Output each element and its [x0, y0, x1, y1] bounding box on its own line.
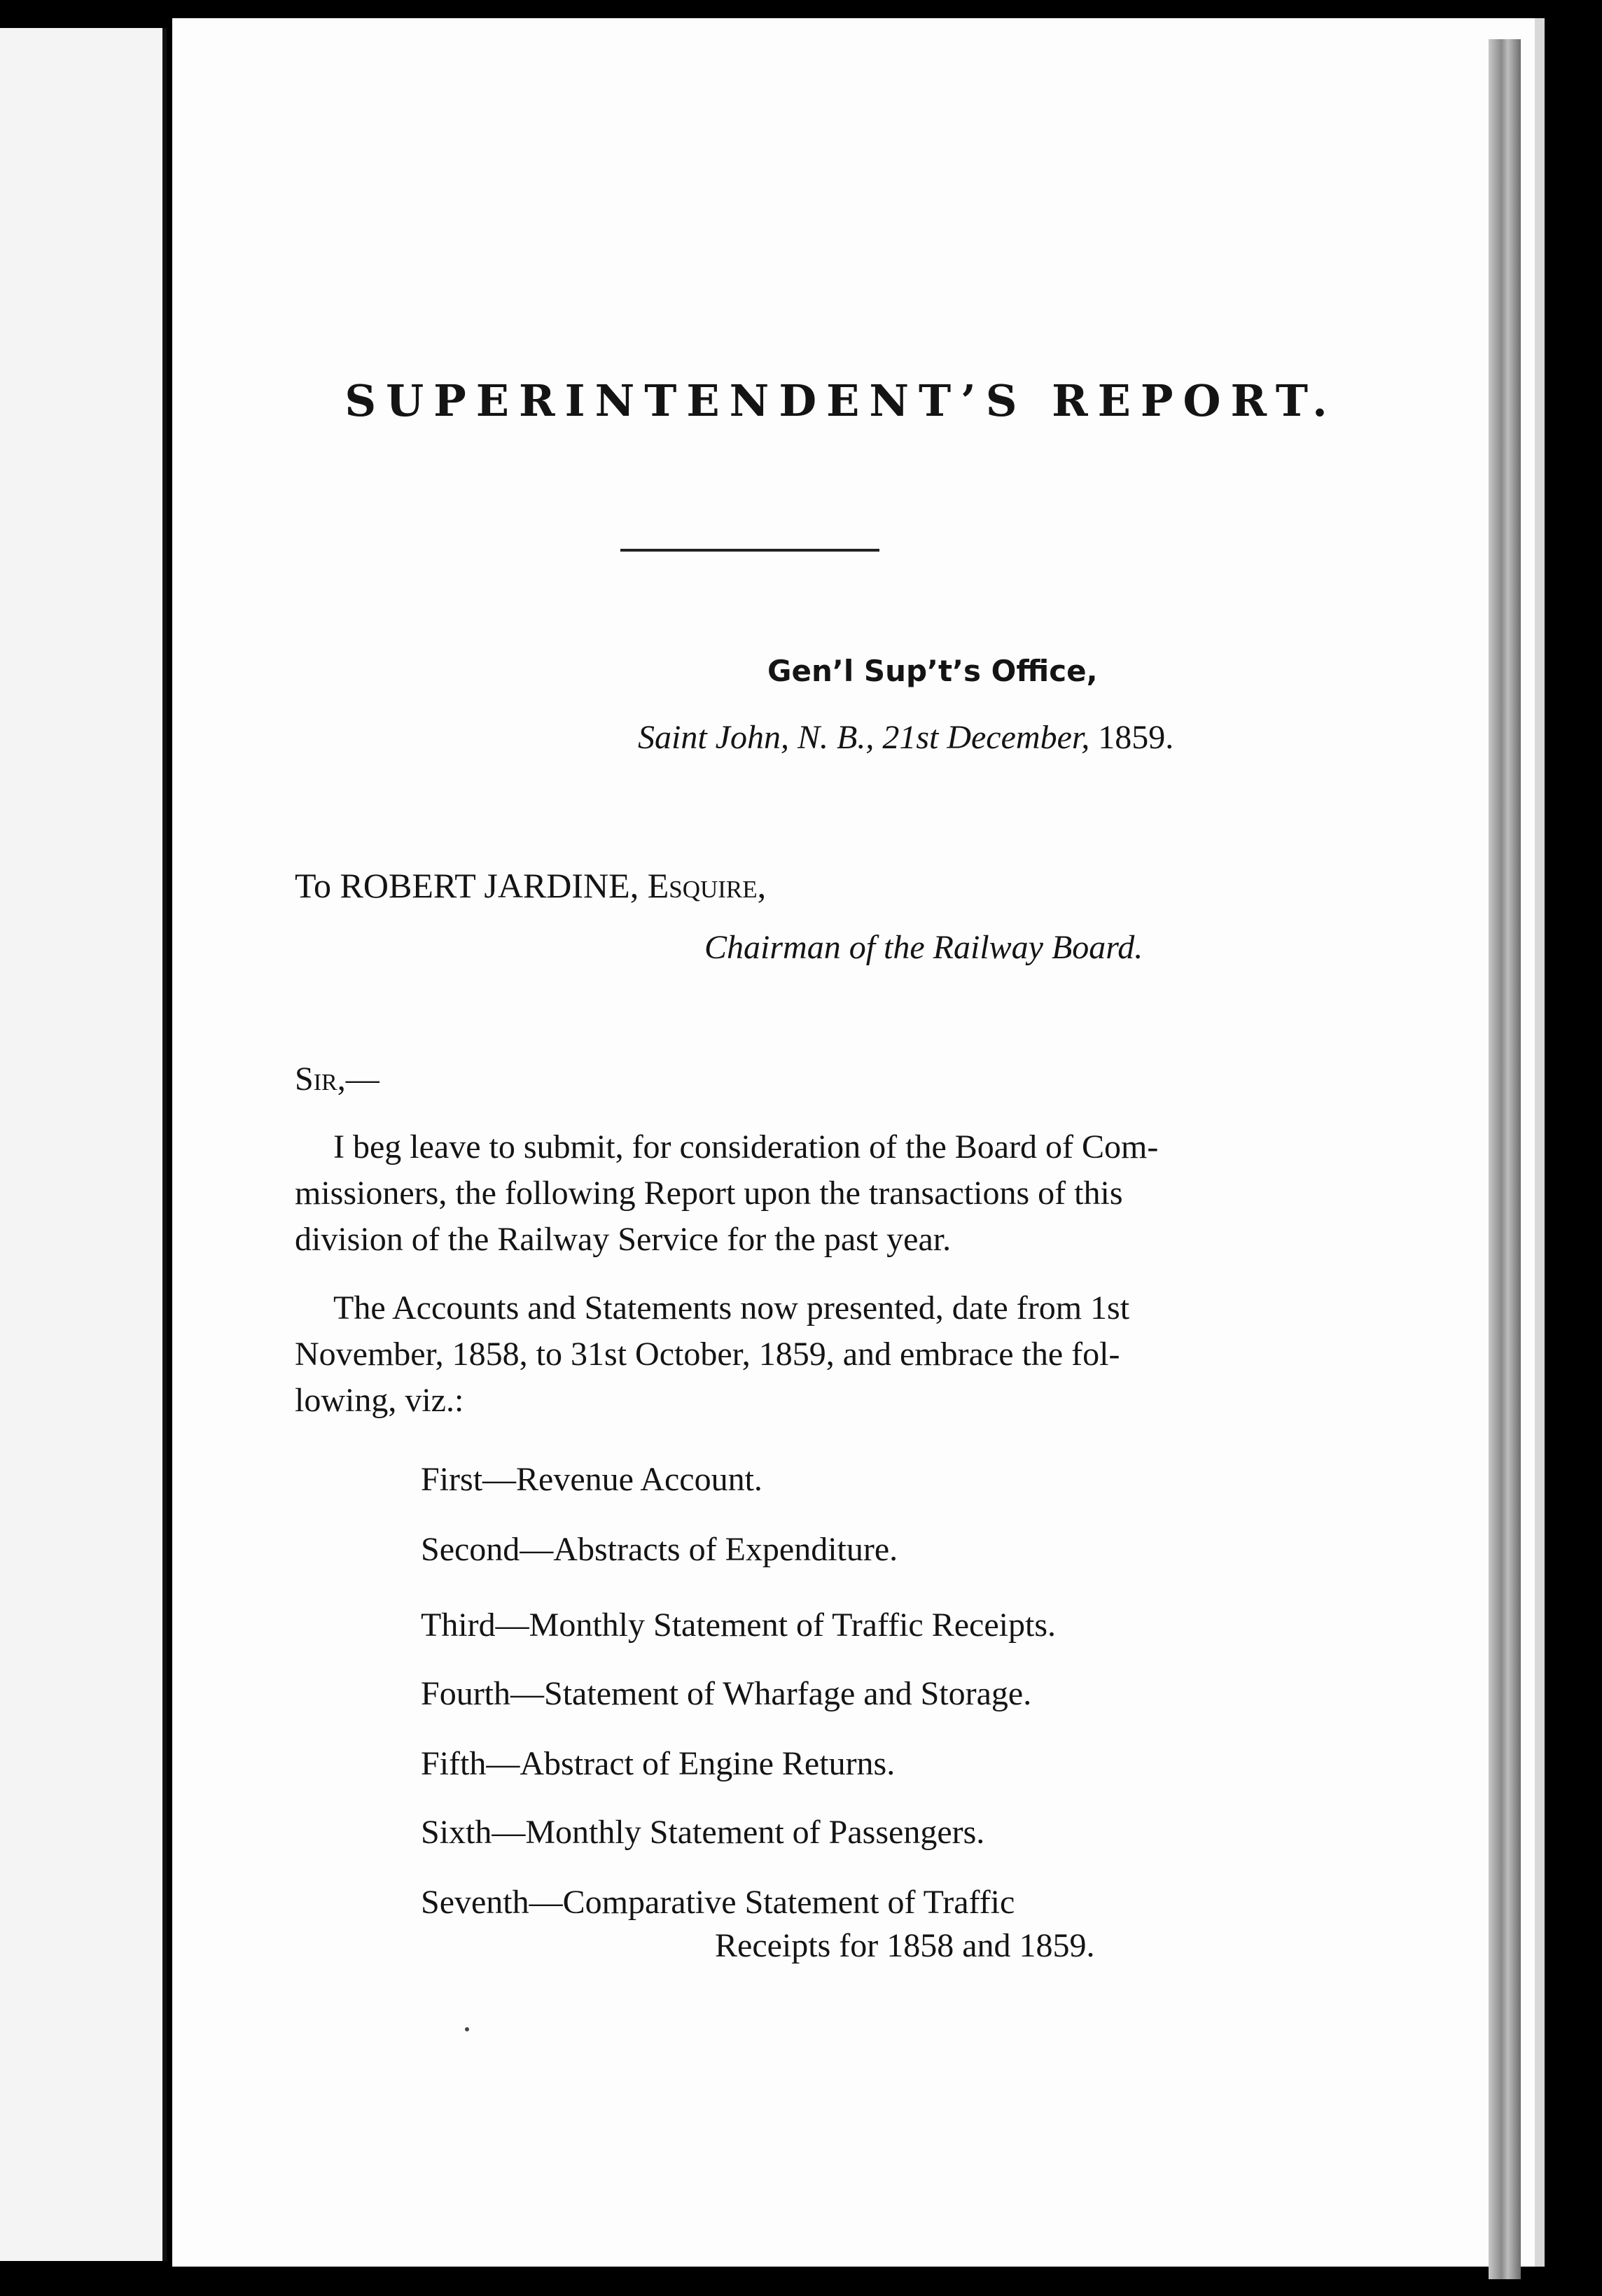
- dateline-place: Saint John, N. B.,: [638, 719, 875, 756]
- paragraph-line: division of the Railway Service for the past year.: [295, 1221, 952, 1258]
- addressee-name: To ROBERT JARDINE,: [295, 866, 639, 905]
- list-item: Sixth—Monthly Statement of Passengers.: [421, 1814, 985, 1851]
- document-page: [172, 18, 1545, 2267]
- paragraph-1: [295, 1124, 1359, 1263]
- paragraph-2: [295, 1285, 1359, 1424]
- paragraph-line: November, 1858, to 31st October, 1859, and embrace the fol-: [295, 1336, 1120, 1373]
- office-heading: Gen’l Sup’t’s Office,: [767, 654, 1098, 688]
- list-item: Second—Abstracts of Expenditure.: [421, 1531, 898, 1568]
- addressee-title: Chairman of the Railway Board.: [704, 929, 1143, 966]
- list-item: Seventh—Comparative Statement of Traffic: [421, 1884, 1015, 1921]
- dateline: [638, 718, 1173, 757]
- print-speck: [465, 2027, 469, 2031]
- paragraph-line: missioners, the following Report upon the transactions of this: [295, 1175, 1123, 1212]
- list-item: Fourth—Statement of Wharfage and Storage.: [421, 1675, 1032, 1712]
- dateline-day: 21st December,: [882, 719, 1090, 756]
- title-rule: [620, 549, 879, 552]
- addressee-line: [295, 865, 766, 906]
- addressee-esquire: Esquire,: [647, 866, 767, 905]
- page-content: [172, 18, 1545, 2267]
- list-item-continuation: Receipts for 1858 and 1859.: [715, 1927, 1095, 1964]
- report-title: SUPERINTENDENT’S REPORT.: [344, 375, 1337, 426]
- salutation: Sir,—: [295, 1060, 379, 1098]
- list-item: First—Revenue Account.: [421, 1461, 762, 1498]
- paragraph-line: I beg leave to submit, for consideration of the Board of Com-: [333, 1128, 1159, 1166]
- paragraph-line: lowing, viz.:: [295, 1382, 464, 1419]
- paragraph-line: The Accounts and Statements now presented, date from 1st: [333, 1289, 1130, 1326]
- dateline-year: 1859.: [1098, 719, 1174, 756]
- facing-page-edge: [0, 28, 167, 2261]
- list-item: Third—Monthly Statement of Traffic Receipts.: [421, 1606, 1057, 1644]
- list-item: Fifth—Abstract of Engine Returns.: [421, 1745, 896, 1782]
